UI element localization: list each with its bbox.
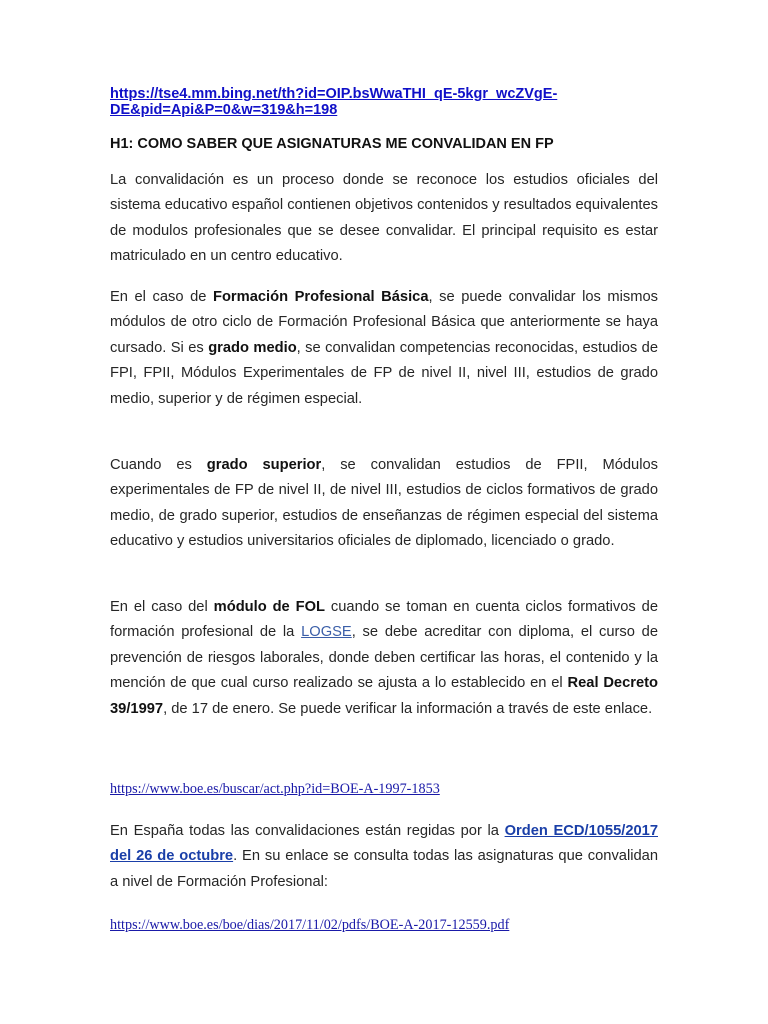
text-run: cuando se toman en cuenta ciclos formativos de formación profesional de la: [110, 599, 659, 641]
text-run: En el caso de: [110, 289, 213, 305]
text-run: , se convalidan competencias reconocidas, estudios de FPI, FPII, Módulos Experimentales de FP de nivel II, nivel III, estudios de grado medio, superior y de régimen especial.: [110, 339, 658, 407]
text-run: En España todas las convalidaciones están regidas por la: [110, 823, 505, 839]
image-source-link[interactable]: https://tse4.mm.bing.net/th?id=OIP.bsWwaTHI_qE-5kgr_wcZVgE-DE&pid=Api&P=0&w=319&h=198: [110, 86, 558, 118]
text-run: , se puede convalidar los mismos módulos de otro ciclo de Formación Profesional Básica que anteriormente se haya cursado. Si es: [110, 289, 658, 356]
bold-term-fp-basica: Formación Profesional Básica: [212, 289, 429, 305]
paragraph-intro-text: La convalidación es un proceso donde se reconoce los estudios oficiales del sistema educativo español contienen objetivos contenidos y resultados equivalentes de modulos profesionales que se desee convalidar. El principal requisito es estar matriculado en un centro educativo.: [110, 172, 658, 265]
text-run: , se debe acreditar con diploma, el curso de prevención de riesgos laborales, donde deben certificar las horas, el contenido y la mención de que cual curso realizado se ajusta a lo establecido en el: [110, 624, 659, 692]
text-run: Cuando es: [110, 457, 207, 473]
orden-ecd-link[interactable]: Orden ECD/1055/2017 del 26 de octubre: [110, 823, 658, 865]
boe-orden-pdf-link[interactable]: https://www.boe.es/boe/dias/2017/11/02/pdfs/BOE-A-2017-12559.pdf: [110, 917, 510, 933]
bold-term-modulo-fol: módulo de FOL: [213, 599, 326, 615]
logse-link[interactable]: LOGSE: [301, 624, 352, 641]
bold-term-real-decreto: Real Decreto 39/1997: [110, 675, 659, 717]
paragraph-grado-superior: [110, 453, 658, 555]
paragraph-intro: [110, 168, 658, 270]
text-run: , se convalidan estudios de FPII, Módulos experimentales de FP de nivel II, de nivel III, estudios de ciclos formativos de grado medio, de grado superior, estudios de enseñanzas de régimen especial del sistema educativo y estudios universitarios oficiales de diplomado, licenciado o grado.: [110, 457, 658, 550]
paragraph-modulo-fol: [110, 595, 658, 722]
paragraph-orden: [110, 819, 658, 895]
text-run: En el caso del: [110, 599, 214, 615]
boe-real-decreto-link[interactable]: https://www.boe.es/buscar/act.php?id=BOE-A-1997-1853: [110, 781, 440, 797]
text-run: . En su enlace se consulta todas las asignaturas que convalidan a nivel de Formación Profesional:: [110, 848, 658, 890]
bold-term-grado-superior: grado superior: [206, 457, 322, 473]
text-run: , de 17 de enero. Se puede verificar la información a través de este enlace.: [163, 700, 653, 717]
paragraph-fp-basica: [110, 285, 658, 412]
page-heading: H1: COMO SABER QUE ASIGNATURAS ME CONVALIDAN EN FP: [110, 136, 554, 152]
bold-term-grado-medio: grado medio: [208, 339, 297, 356]
